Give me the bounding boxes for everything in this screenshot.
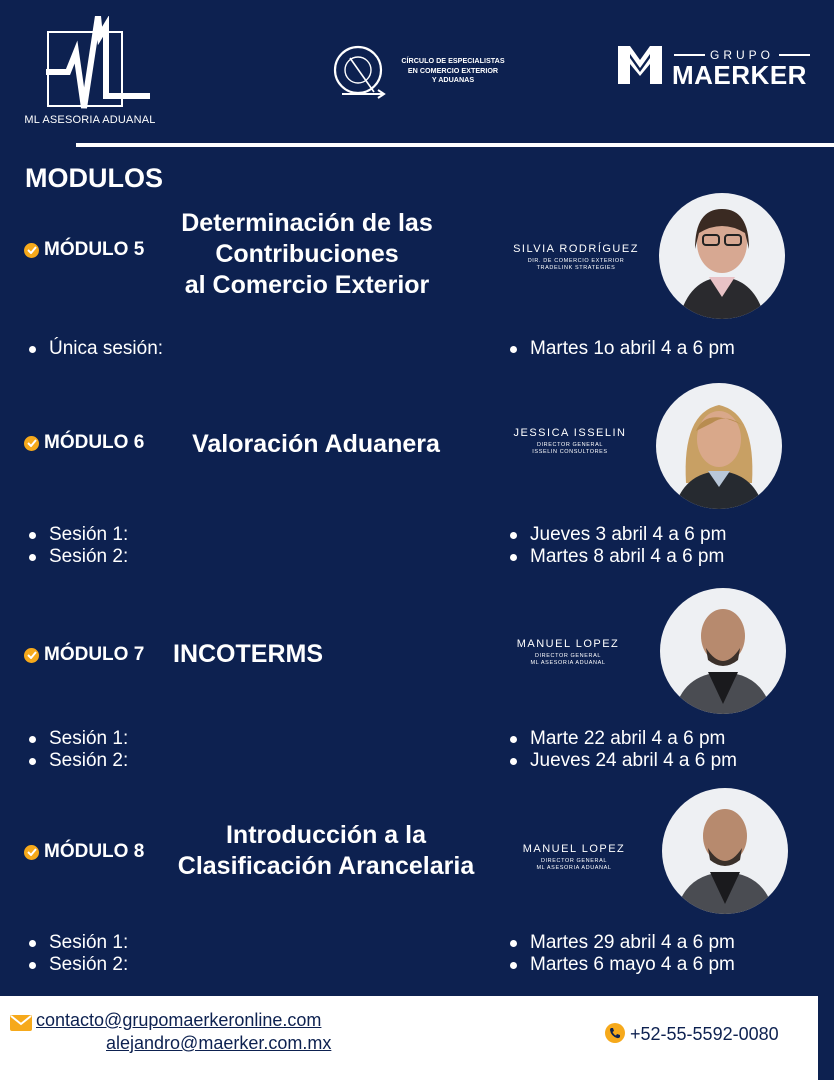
- speaker-company: ML ASESORIA ADUANAL: [536, 865, 612, 871]
- module-7-title-line-1: INCOTERMS: [173, 640, 323, 668]
- module-8-title-line-1: Introducción a la: [225, 821, 427, 849]
- module-8-speaker: [504, 843, 644, 872]
- circulo-especialistas-logo: [332, 44, 512, 100]
- phone-icon: [605, 1023, 625, 1047]
- session-date: Jueves 3 abril 4 a 6 pm: [506, 524, 726, 546]
- session-label: Sesión 1:: [25, 932, 128, 954]
- grupo-maerker-logo: [616, 42, 816, 92]
- module-7-sessions: [25, 728, 128, 772]
- speaker-photo: [660, 588, 786, 714]
- session-label: Sesión 2:: [25, 750, 128, 772]
- module-8-sessions: [25, 932, 128, 976]
- session-date: Martes 6 mayo 4 a 6 pm: [506, 954, 735, 976]
- module-7-dates: [506, 728, 737, 772]
- module-6-label: [24, 432, 144, 454]
- page-title: MODULOS: [25, 163, 163, 193]
- circulo-text: [394, 56, 512, 85]
- circulo-line-1: CÍRCULO DE ESPECIALISTAS: [401, 56, 505, 65]
- session-date: Martes 29 abril 4 a 6 pm: [506, 932, 735, 954]
- speaker-photo: [656, 383, 782, 509]
- speaker-role: DIRECTOR GENERAL: [534, 653, 602, 659]
- module-8-label: [24, 841, 144, 863]
- module-8-label-text: MÓDULO 8: [44, 841, 145, 862]
- module-7-label: [24, 644, 144, 666]
- module-6-speaker: [500, 427, 640, 456]
- module-7-speaker: [498, 638, 638, 667]
- check-icon: [24, 845, 39, 860]
- session-label: Única sesión:: [25, 338, 163, 360]
- header-divider: [76, 143, 834, 147]
- module-5-label-text: MÓDULO 5: [44, 239, 145, 260]
- circulo-logo-icon: [332, 44, 392, 100]
- ml-logo-name: ML ASESORIA ADUANAL: [24, 114, 156, 126]
- speaker-name: JESSICA ISSELIN: [513, 427, 627, 439]
- session-date: Jueves 24 abril 4 a 6 pm: [506, 750, 737, 772]
- session-label: Sesión 1:: [25, 524, 128, 546]
- module-6-dates: [506, 524, 726, 568]
- phone-link[interactable]: +52-55-5592-0080: [630, 1024, 779, 1044]
- speaker-role: DIR. DE COMERCIO EXTERIOR: [527, 258, 625, 264]
- module-5-title-line-2: Contribuciones: [215, 240, 399, 268]
- session-date: Marte 22 abril 4 a 6 pm: [506, 728, 737, 750]
- module-5-label: [24, 239, 144, 261]
- session-label: Sesión 2:: [25, 546, 128, 568]
- check-icon: [24, 436, 39, 451]
- module-7-label-text: MÓDULO 7: [44, 644, 145, 665]
- footer: [0, 996, 818, 1080]
- session-label: Sesión 2:: [25, 954, 128, 976]
- module-5-sessions: [25, 338, 163, 360]
- grupo-maerker-logo-icon: [616, 42, 664, 88]
- grupo-word: GRUPO: [710, 48, 775, 62]
- speaker-name: MANUEL LOPEZ: [516, 638, 620, 650]
- module-6-label-text: MÓDULO 6: [44, 432, 145, 453]
- module-8-title: [148, 820, 504, 882]
- module-5-speaker: [506, 243, 646, 272]
- speaker-role: DIRECTOR GENERAL: [536, 442, 604, 448]
- session-label: Sesión 1:: [25, 728, 128, 750]
- ml-asesoria-logo: [20, 14, 160, 132]
- module-5-title-line-1: Determinación de las: [181, 209, 433, 237]
- session-date: Martes 1o abril 4 a 6 pm: [506, 338, 735, 360]
- circulo-line-2: EN COMERCIO EXTERIOR: [407, 65, 499, 75]
- check-icon: [24, 243, 39, 258]
- speaker-company: ML ASESORIA ADUANAL: [530, 660, 606, 666]
- module-6-sessions: [25, 524, 128, 568]
- circulo-line-3: Y ADUANAS: [431, 75, 475, 84]
- session-date: Martes 8 abril 4 a 6 pm: [506, 546, 726, 568]
- speaker-name: SILVIA RODRÍGUEZ: [513, 243, 639, 255]
- footer-edge: [818, 996, 834, 1080]
- speaker-photo: [659, 193, 785, 319]
- mail-icon: [10, 1015, 32, 1035]
- module-8-title-line-2: Clasificación Arancelaria: [177, 852, 475, 880]
- speaker-name: MANUEL LOPEZ: [522, 843, 626, 855]
- speaker-company: TRADELINK STRATEGIES: [536, 265, 616, 271]
- email-link-contacto[interactable]: contacto@grupomaerkeronline.com: [36, 1010, 322, 1030]
- module-8-dates: [506, 932, 735, 976]
- email-link-alejandro[interactable]: alejandro@maerker.com.mx: [106, 1033, 332, 1053]
- check-icon: [24, 648, 39, 663]
- module-6-title-line-1: Valoración Aduanera: [192, 430, 440, 458]
- speaker-company: ISSELIN CONSULTORES: [532, 449, 608, 455]
- module-7-title: [156, 639, 340, 670]
- speaker-role: DIRECTOR GENERAL: [540, 858, 608, 864]
- maerker-text: MAERKER: [672, 60, 807, 90]
- module-5-title-line-3: al Comercio Exterior: [184, 271, 430, 299]
- module-5-dates: [506, 338, 735, 360]
- module-5-title: [152, 208, 462, 301]
- ml-logo-icon: [46, 16, 156, 112]
- speaker-photo: [662, 788, 788, 914]
- module-6-title: [160, 429, 472, 460]
